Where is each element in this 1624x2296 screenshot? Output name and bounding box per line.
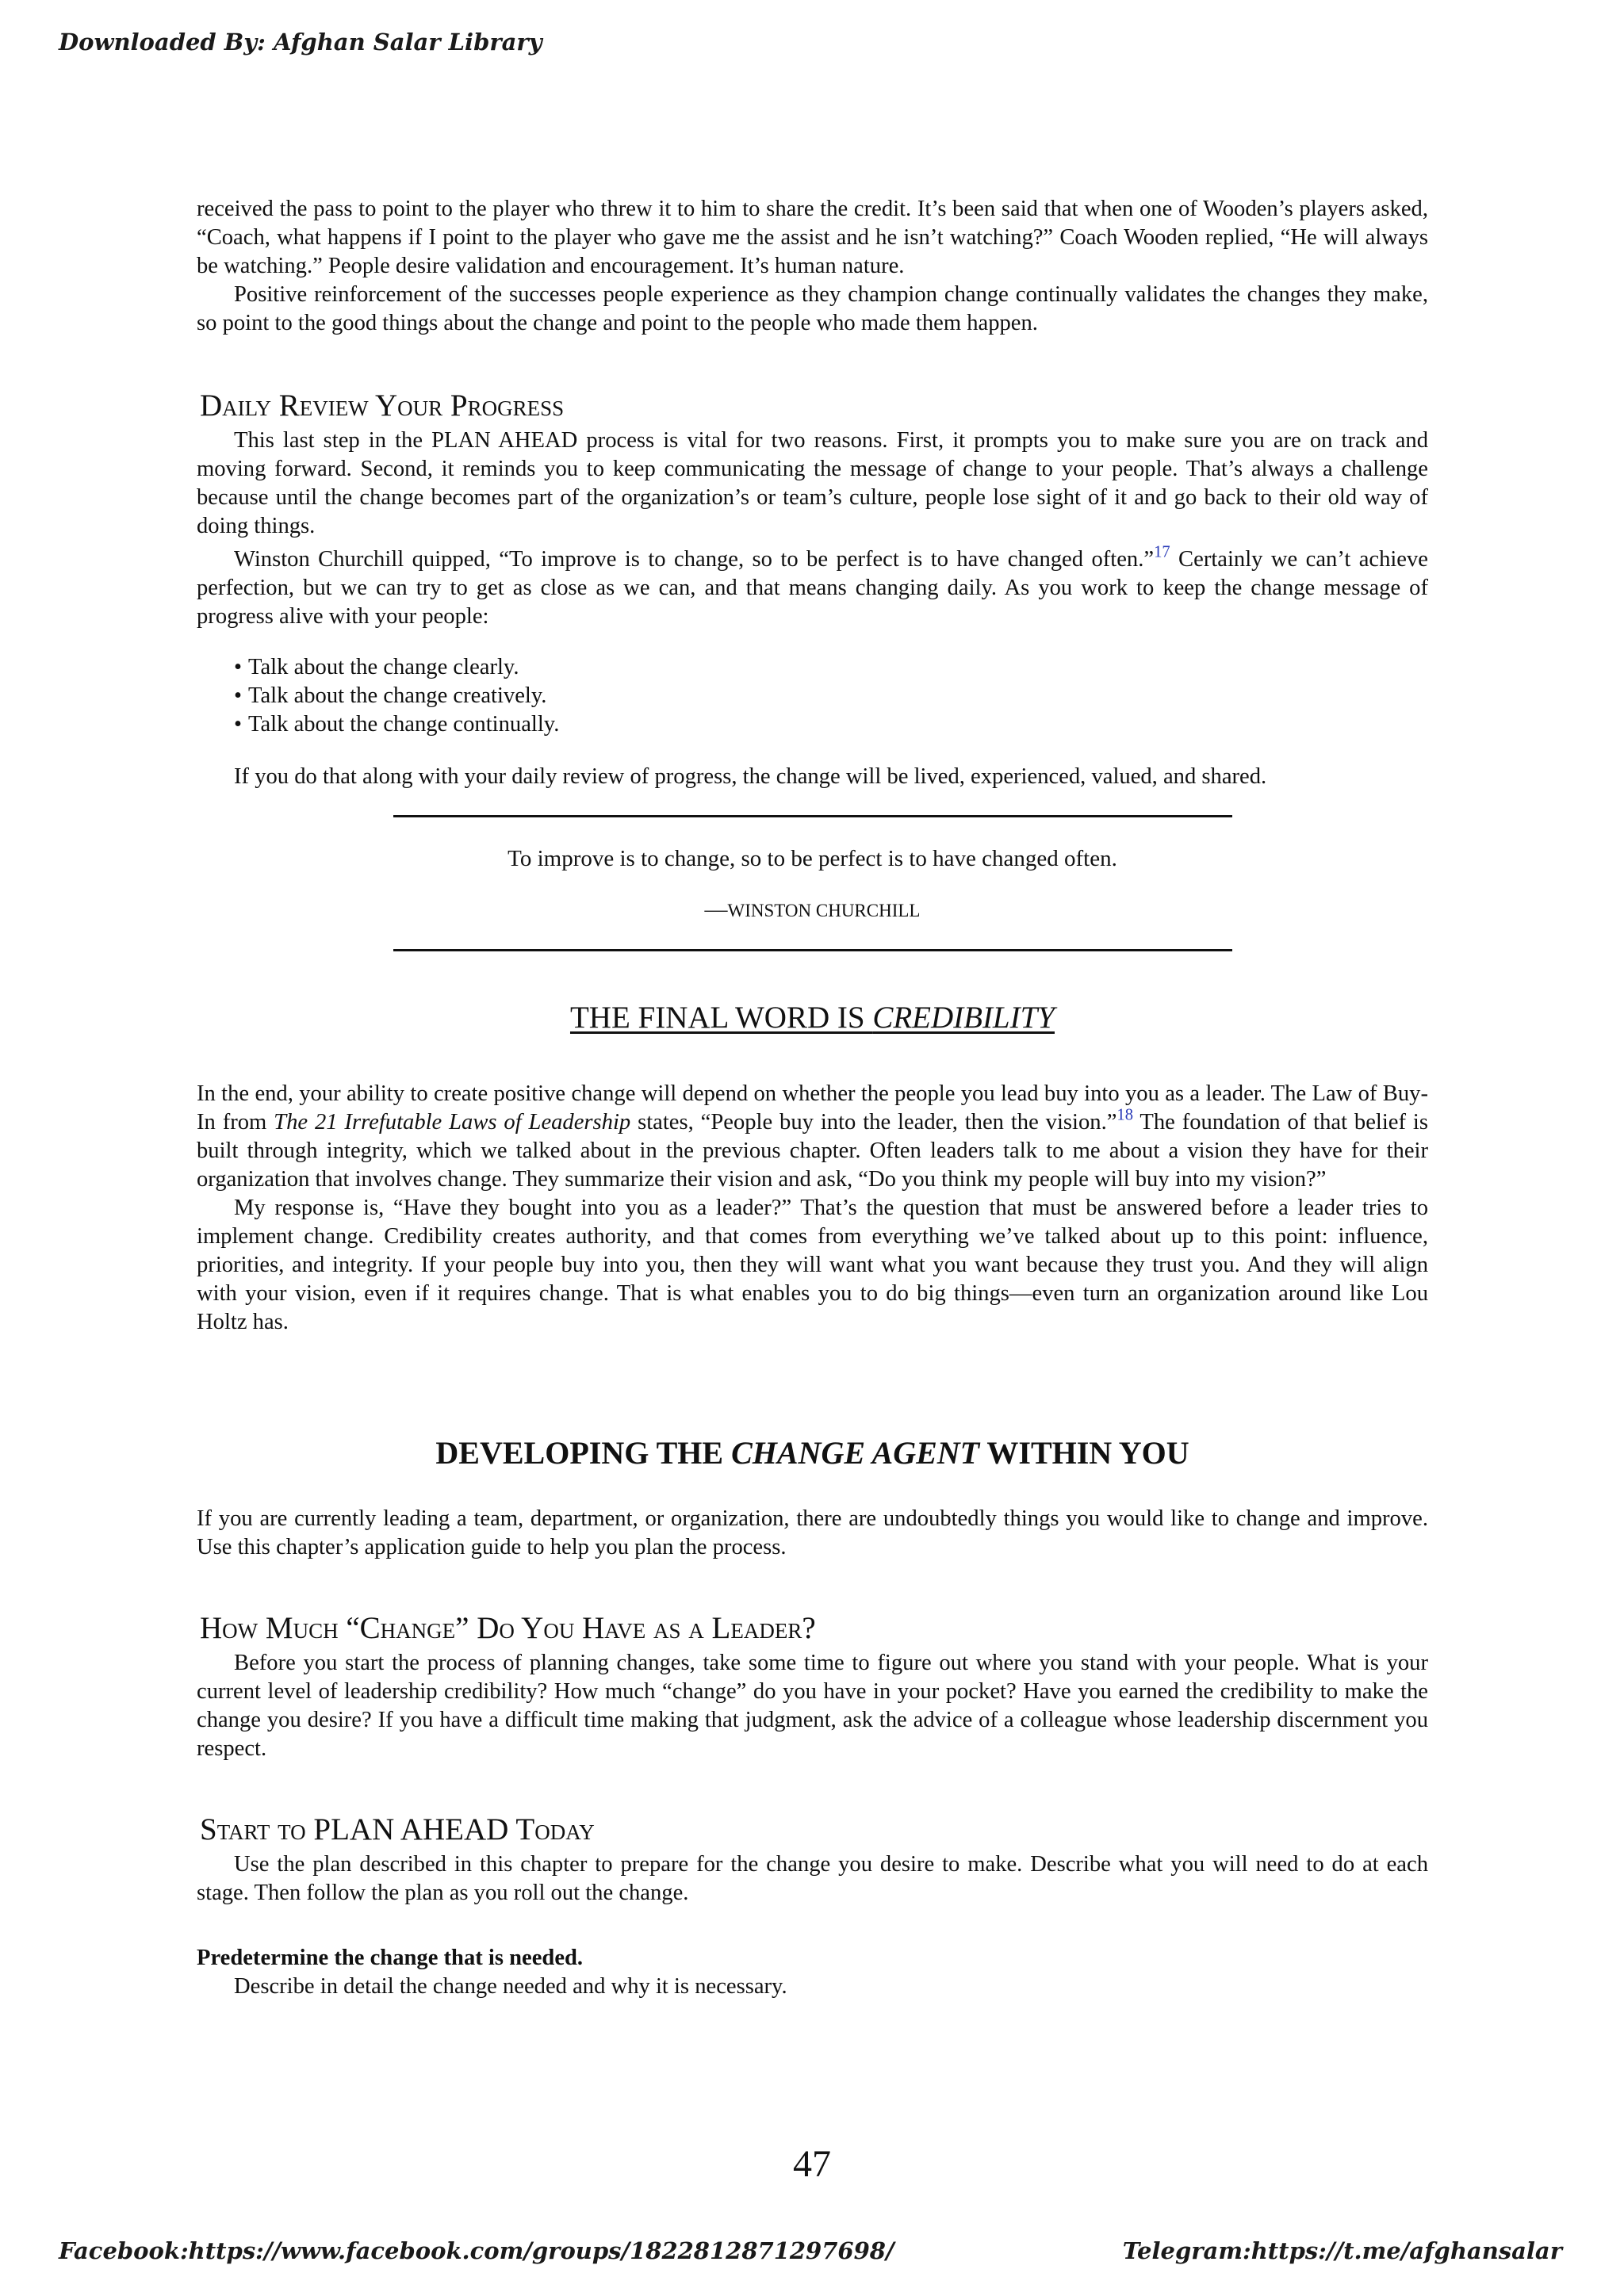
start-heading-plan-ahead: PLAN AHEAD: [313, 1812, 509, 1846]
developing-heading-emphasis: CHANGE AGENT: [731, 1435, 980, 1471]
pull-quote: [393, 815, 1232, 951]
quote-dash: —: [704, 897, 728, 922]
daily-review-paragraph-2-rest: Certainly we can’t achieve perfection, but we can try to get as close as we can, and that means changing daily. As you work to keep the change message of progress alive with your people:: [197, 547, 1428, 629]
pull-quote-text: To improve is to change, so to be perfect is to have changed often.: [508, 846, 1117, 871]
page-body: [197, 195, 1428, 2001]
book-title: The 21 Irrefutable Laws of Leadership: [274, 1110, 631, 1135]
change-bullet-list: [197, 653, 1428, 739]
pull-quote-author: [393, 895, 1232, 925]
final-word-heading-text: THE FINAL WORD IS: [569, 1001, 873, 1035]
watermark-telegram-link[interactable]: Telegram:https://t.me/afghansalar: [1122, 2237, 1562, 2264]
how-much-change-paragraph: Before you start the process of planning changes, take some time to figure out where you stand with your people. What is your current level of leadership credibility? How much “change” do you have in your pocket? Have you earned the credibility to make the change you desire? If you have a difficult time making that judgment, ask the advice of a colleague whose leadership discernment you respect.: [197, 1651, 1428, 1761]
predetermine-paragraph: Describe in detail the change needed and why it is necessary.: [234, 1974, 787, 1999]
page-number: 47: [793, 2143, 831, 2185]
intro-paragraph-1: received the pass to point to the player who threw it to him to share the credit. It’s been said that when one of Wooden’s players asked, “Coach, what happens if I point to the player who gave me the assist and he isn’t watching?” Coach Wooden replied, “He will always be watching.” People desire validation and encouragement. It’s human nature.: [197, 197, 1428, 278]
final-word-p1-a: In the end, your ability to create positive change will depend on whether the people you lead buy into you as a leader. The Law of Buy-In from: [197, 1081, 1428, 1135]
daily-review-heading: Daily Review Your Progress: [200, 388, 565, 423]
quote-author-name: WINSTON CHURCHILL: [727, 901, 921, 920]
watermark-facebook-link[interactable]: Facebook:https://www.facebook.com/groups/1822812871297698/: [59, 2237, 894, 2264]
final-word-p1-c: The foundation of that belief is built through integrity, which we talked about in the previous chapter. Often leaders talk to me about a vision they have for their organization that involves change. They summarize their vision and ask, “Do you think my people will buy into my vision?”: [197, 1110, 1428, 1192]
final-word-paragraph-1: [197, 1080, 1428, 1194]
churchill-quip: Winston Churchill quipped, “To improve is to change, so to be perfect is to have changed often.”: [234, 547, 1155, 572]
start-plan-ahead-heading: [200, 1812, 1428, 1847]
list-item: • Talk about the change creatively.: [234, 682, 1428, 710]
daily-review-paragraph-1: This last step in the PLAN AHEAD process is vital for two reasons. First, it prompts you to make sure you are on track and moving forward. Second, it reminds you to keep communicating the message of change to your people. That’s always a challenge because until the change becomes part of the organization’s or team’s culture, people lose sight of it and go back to their old way of doing things.: [197, 428, 1428, 538]
developing-heading-c: WITHIN YOU: [979, 1435, 1189, 1471]
intro-paragraph-2: Positive reinforcement of the successes people experience as they champion change continually validates the changes they make, so point to the good things about the change and point to the people who made them happen.: [197, 282, 1428, 335]
start-heading-a: Start to: [200, 1812, 314, 1846]
list-item: • Talk about the change continually.: [234, 710, 1428, 739]
developing-heading-a: DEVELOPING THE: [435, 1435, 732, 1471]
start-heading-c: Today: [508, 1812, 595, 1846]
daily-review-paragraph-3: If you do that along with your daily review of progress, the change will be lived, experienced, valued, and shared.: [234, 764, 1267, 789]
watermark-top: Downloaded By: Afghan Salar Library: [59, 29, 542, 55]
list-item: • Talk about the change clearly.: [234, 653, 1428, 682]
final-word-p1-b: states, “People buy into the leader, then the vision.”: [630, 1110, 1117, 1135]
developing-heading: [197, 1435, 1428, 1471]
how-much-change-heading: How Much “Change” Do You Have as a Leader?: [200, 1611, 816, 1645]
developing-paragraph-1: If you are currently leading a team, department, or organization, there are undoubtedly things you would like to change and improve. Use this chapter’s application guide to help you plan the process.: [197, 1506, 1428, 1559]
start-plan-ahead-paragraph: Use the plan described in this chapter to prepare for the change you desire to make. Describe what you will need to do at each stage. Then follow the plan as you roll out the change.: [197, 1852, 1428, 1905]
final-word-heading: [197, 1001, 1428, 1035]
daily-review-paragraph-2: [197, 545, 1428, 631]
final-word-paragraph-2: My response is, “Have they bought into you as a leader?” That’s the question that must be answered before a leader tries to implement change. Credibility creates authority, and that comes from everything we’ve talked about up to this point: influence, priorities, and integrity. If your people buy into you, then they will want what you want because they trust you. And they will align with your vision, even if it requires change. That is what enables you to do big things—even turn an organization around like Lou Holtz has.: [197, 1196, 1428, 1334]
predetermine-subheading: Predetermine the change that is needed.: [197, 1946, 584, 1970]
final-word-heading-emphasis: CREDIBILITY: [872, 1001, 1055, 1035]
footnote-18[interactable]: 18: [1116, 1106, 1133, 1124]
footnote-17[interactable]: 17: [1154, 543, 1170, 561]
